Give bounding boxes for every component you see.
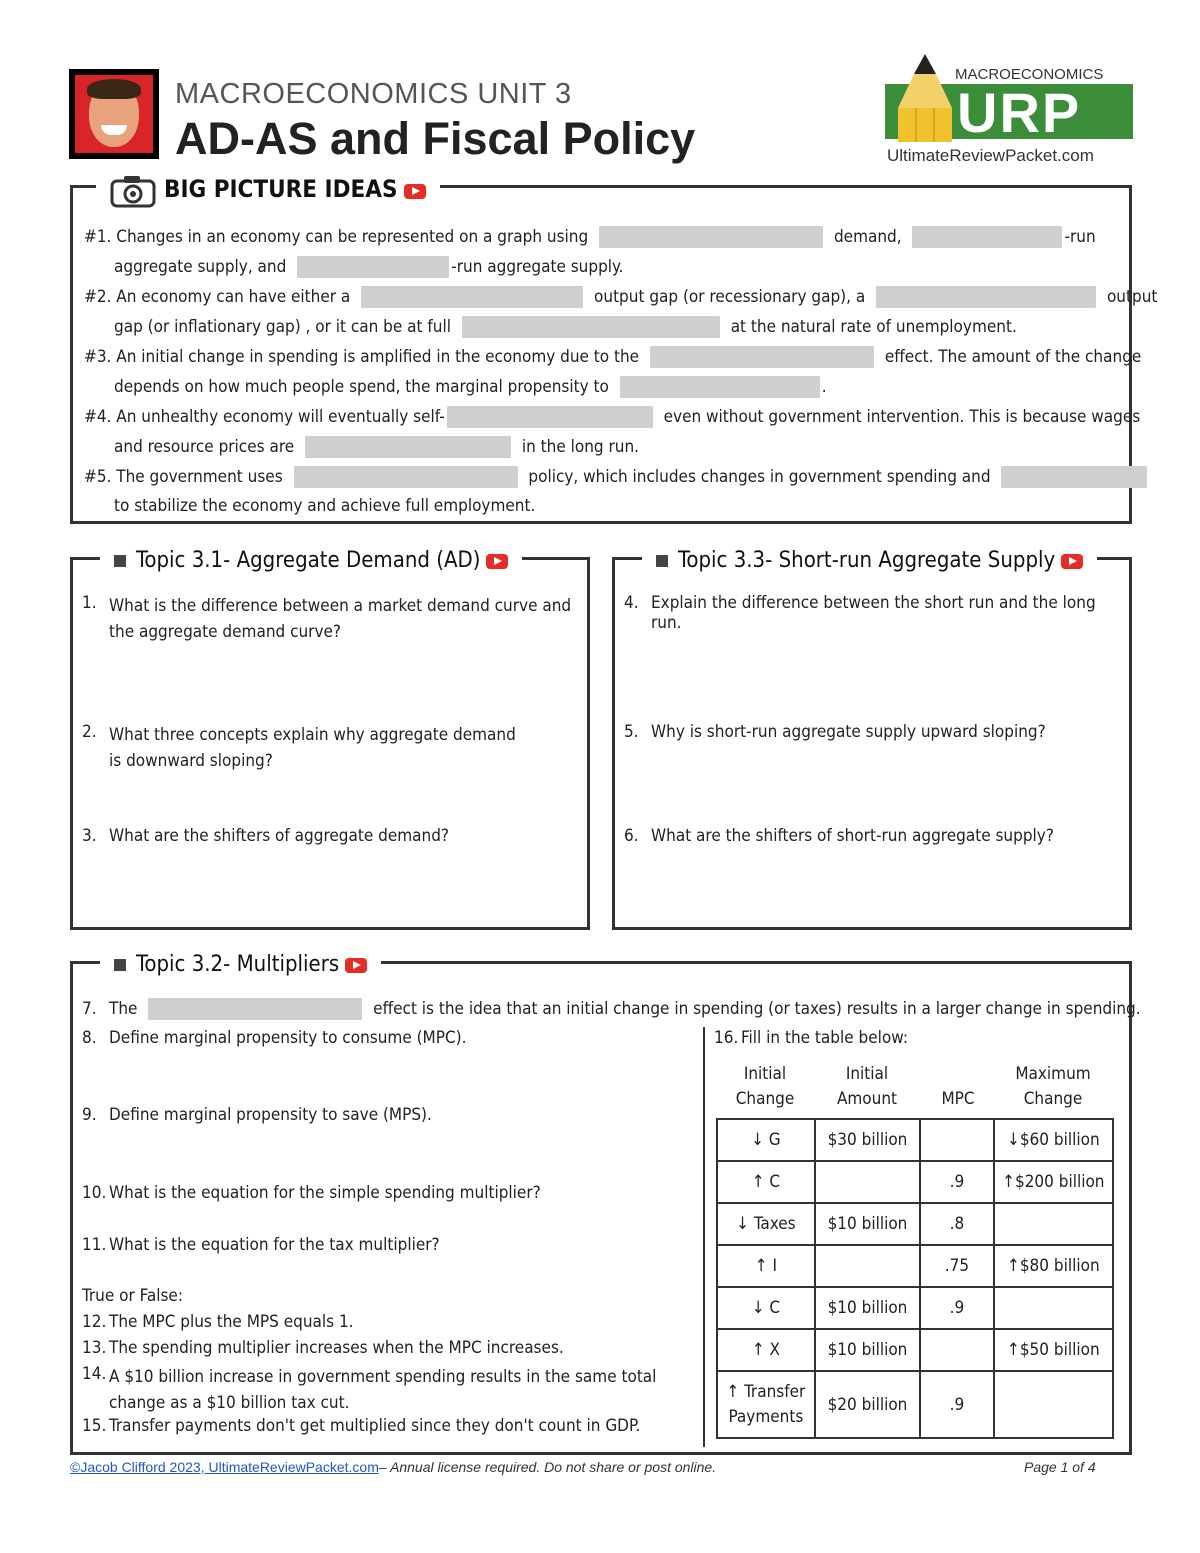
table-cell: .9	[920, 1287, 994, 1329]
question-13: 13. The spending multiplier increases when the MPC increases.	[82, 1338, 564, 1358]
table-cell: ↓$60 billion	[994, 1119, 1113, 1161]
bp-line-3: #2. An economy can have either a output gap (or recessionary gap), a output	[84, 287, 1158, 307]
question-9: 9. Define marginal propensity to save (MPS).	[82, 1105, 432, 1125]
pencil-icon	[890, 52, 960, 144]
bp-line-1: #1. Changes in an economy can be represented on a graph using demand, -run	[84, 227, 1096, 247]
question-11: 11. What is the equation for the tax multiplier?	[82, 1235, 440, 1255]
blank-field[interactable]	[650, 346, 874, 368]
bp-line-4: gap (or inflationary gap) , or it can be at full at the natural rate of unemployment.	[114, 317, 1017, 337]
table-cell: .9	[920, 1161, 994, 1203]
question-16: 16. Fill in the table below:	[714, 1028, 908, 1048]
blank-field[interactable]	[1001, 466, 1147, 488]
bp-line-6: depends on how much people spend, the marginal propensity to .	[114, 377, 827, 397]
question-15: 15. Transfer payments don't get multiplied since they don't count in GDP.	[82, 1416, 641, 1436]
question-12: 12. The MPC plus the MPS equals 1.	[82, 1312, 354, 1332]
logo-mark: URP	[957, 81, 1082, 144]
table-cell: ↓ C	[717, 1287, 815, 1329]
table-cell: ↑$80 billion	[994, 1245, 1113, 1287]
table-cell[interactable]	[815, 1161, 920, 1203]
question-14: 14. A $10 billion increase in government spending results in the same total change as a $10 billion tax cut.	[82, 1364, 657, 1413]
table-cell: ↑ Transfer Payments	[717, 1371, 815, 1438]
bp-line-2: aggregate supply, and -run aggregate supply.	[114, 257, 624, 277]
blank-field[interactable]	[620, 376, 820, 398]
table-cell[interactable]	[994, 1371, 1113, 1438]
logo-url: UltimateReviewPacket.com	[887, 146, 1094, 165]
table-cell: ↓ Taxes	[717, 1203, 815, 1245]
table-cell[interactable]	[920, 1329, 994, 1371]
table-row	[717, 1371, 1113, 1438]
question-4: 4. Explain the difference between the short run and the long run.	[624, 593, 1096, 633]
author-photo	[69, 69, 159, 159]
true-false-label: True or False:	[82, 1286, 183, 1306]
footer	[70, 1459, 716, 1475]
blank-field[interactable]	[148, 998, 362, 1020]
blank-field[interactable]	[462, 316, 720, 338]
bp-line-7: #4. An unhealthy economy will eventually self- even without government intervention. This is because wages	[84, 407, 1141, 427]
blank-field[interactable]	[447, 406, 653, 428]
bp-line-10: to stabilize the economy and achieve full employment.	[114, 496, 536, 516]
table-row	[717, 1119, 1113, 1161]
bullet-square-icon	[114, 959, 126, 971]
table-cell: .75	[920, 1245, 994, 1287]
youtube-icon[interactable]	[345, 958, 367, 973]
column-divider	[703, 1027, 705, 1447]
table-cell: ↑$50 billion	[994, 1329, 1113, 1371]
blank-field[interactable]	[297, 256, 449, 278]
table-row	[717, 1161, 1113, 1203]
youtube-icon[interactable]	[1061, 554, 1083, 569]
bullet-square-icon	[656, 555, 668, 567]
table-header-maximum-change: Maximum Change	[1015, 1064, 1091, 1109]
table-row	[717, 1203, 1113, 1245]
table-cell: $10 billion	[815, 1203, 920, 1245]
blank-field[interactable]	[294, 466, 518, 488]
table-row	[717, 1245, 1113, 1287]
table-row	[717, 1287, 1113, 1329]
table-cell: ↑$200 billion	[994, 1161, 1113, 1203]
page-number: Page 1 of 4	[1024, 1459, 1096, 1475]
table-cell[interactable]	[815, 1245, 920, 1287]
blank-field[interactable]	[305, 436, 511, 458]
license-note: – Annual license required. Do not share or post online.	[378, 1459, 717, 1475]
question-1: 1. What is the difference between a market demand curve and the aggregate demand curve?	[82, 593, 572, 642]
topic32-heading: Topic 3.2- Multipliers	[100, 951, 381, 977]
question-3: 3. What are the shifters of aggregate demand?	[82, 826, 450, 846]
table-cell: ↑ C	[717, 1161, 815, 1203]
table-cell: ↑ I	[717, 1245, 815, 1287]
bp-line-9: #5. The government uses policy, which includes changes in government spending and	[84, 466, 1153, 488]
page-title: AD-AS and Fiscal Policy	[175, 113, 696, 164]
table-cell[interactable]	[920, 1119, 994, 1161]
table-cell: ↓ G	[717, 1119, 815, 1161]
topic33-heading: Topic 3.3- Short-run Aggregate Supply	[642, 547, 1097, 573]
topic31-heading: Topic 3.1- Aggregate Demand (AD)	[100, 547, 522, 573]
urp-logo	[885, 52, 1133, 170]
big-picture-heading: BIG PICTURE IDEAS	[96, 174, 440, 208]
question-7: 7. The effect is the idea that an initial change in spending (or taxes) results in a larger change in spending.	[82, 999, 1141, 1019]
question-8: 8. Define marginal propensity to consume (MPC).	[82, 1028, 467, 1048]
bullet-square-icon	[114, 555, 126, 567]
table-cell: $30 billion	[815, 1119, 920, 1161]
blank-field[interactable]	[912, 226, 1062, 248]
question-6: 6. What are the shifters of short-run aggregate supply?	[624, 826, 1054, 846]
question-5: 5. Why is short-run aggregate supply upward sloping?	[624, 722, 1046, 742]
camera-icon	[110, 174, 156, 208]
blank-field[interactable]	[361, 286, 583, 308]
table-header-initial-change: Initial Change	[735, 1064, 795, 1109]
table-row	[717, 1329, 1113, 1371]
question-2: 2. What three concepts explain why aggregate demand is downward sloping?	[82, 722, 516, 771]
table-cell: ↑ X	[717, 1329, 815, 1371]
logo-top-text: MACROECONOMICS	[955, 66, 1104, 83]
table-header-mpc: MPC	[941, 1089, 975, 1109]
table-cell: .8	[920, 1203, 994, 1245]
multiplier-table	[716, 1118, 1114, 1439]
unit-label: MACROECONOMICS UNIT 3	[175, 78, 572, 110]
blank-field[interactable]	[876, 286, 1096, 308]
bp-line-8: and resource prices are in the long run.	[114, 437, 640, 457]
table-cell: .9	[920, 1371, 994, 1438]
table-header-initial-amount: Initial Amount	[836, 1064, 898, 1109]
table-cell: $10 billion	[815, 1329, 920, 1371]
table-cell: $20 billion	[815, 1371, 920, 1438]
table-cell: $10 billion	[815, 1287, 920, 1329]
bp-line-5: #3. An initial change in spending is amplified in the economy due to the effect. The amount of the change	[84, 347, 1142, 367]
youtube-icon[interactable]	[486, 554, 508, 569]
table-cell[interactable]	[994, 1203, 1113, 1245]
blank-field[interactable]	[599, 226, 823, 248]
question-10: 10. What is the equation for the simple spending multiplier?	[82, 1183, 541, 1203]
youtube-icon[interactable]	[404, 184, 426, 199]
table-cell[interactable]	[994, 1287, 1113, 1329]
copyright-link[interactable]: ©Jacob Clifford 2023, UltimateReviewPacket.com	[70, 1459, 379, 1475]
